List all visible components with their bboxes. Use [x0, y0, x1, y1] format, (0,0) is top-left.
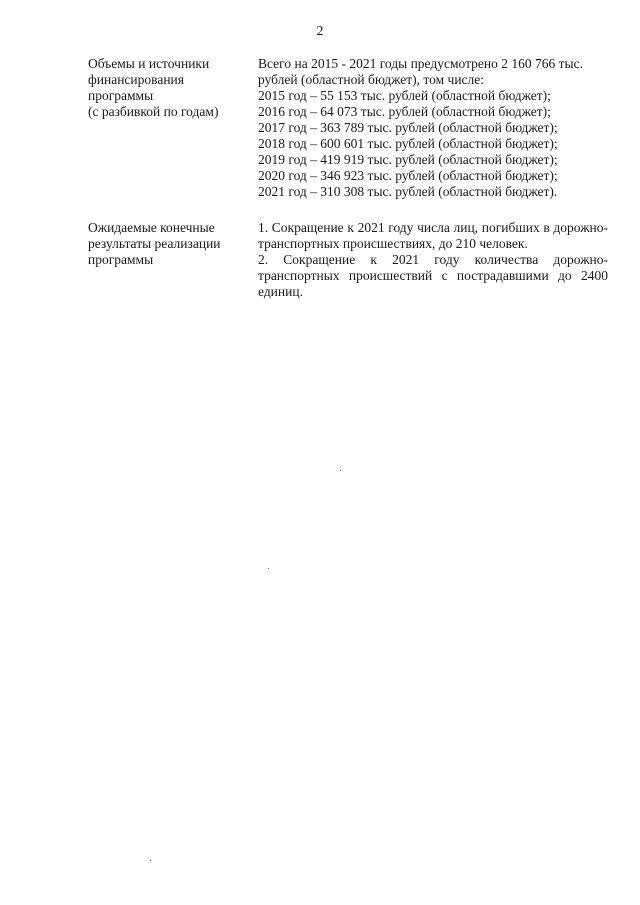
results-item-1: 1. Сокращение к 2021 году числа лиц, погибших в дорожно-транспортных происшествиях, до 210 человек. — [258, 220, 608, 251]
financing-year-2019: 2019 год – 419 919 тыс. рублей (областной бюджет); — [258, 152, 558, 167]
financing-label — [88, 56, 248, 120]
financing-label-line: Объемы и источники — [88, 56, 210, 71]
financing-year-2020: 2020 год – 346 923 тыс. рублей (областной бюджет); — [258, 168, 558, 183]
financing-content — [258, 56, 608, 200]
financing-year-2016: 2016 год – 64 073 тыс. рублей (областной бюджет); — [258, 104, 551, 119]
financing-intro-line: рублей (областной бюджет), том числе: — [258, 72, 485, 87]
results-label — [88, 220, 248, 268]
results-item-2: 2. Сокращение к 2021 году количества дорожно-транспортных происшествий с пострадавшими до 2400 единиц. — [258, 252, 608, 299]
financing-year-2018: 2018 год – 600 601 тыс. рублей (областной бюджет); — [258, 136, 558, 151]
financing-intro-line: Всего на 2015 - 2021 годы предусмотрено 2 160 766 тыс. — [258, 56, 583, 71]
results-content — [258, 220, 608, 300]
page-number: 2 — [316, 24, 324, 39]
financing-year-2017: 2017 год – 363 789 тыс. рублей (областной бюджет); — [258, 120, 558, 135]
financing-label-line: финансирования — [88, 72, 184, 87]
scan-speck — [150, 860, 151, 861]
scan-speck — [340, 470, 341, 471]
financing-year-2021: 2021 год – 310 308 тыс. рублей (областной бюджет). — [258, 184, 558, 199]
financing-year-2015: 2015 год – 55 153 тыс. рублей (областной бюджет); — [258, 88, 551, 103]
results-label-line: результаты реализации — [88, 236, 221, 251]
scan-speck — [268, 568, 269, 569]
financing-label-line: (с разбивкой по годам) — [88, 104, 219, 119]
results-label-line: программы — [88, 252, 154, 267]
results-label-line: Ожидаемые конечные — [88, 220, 215, 235]
financing-label-line: программы — [88, 88, 154, 103]
